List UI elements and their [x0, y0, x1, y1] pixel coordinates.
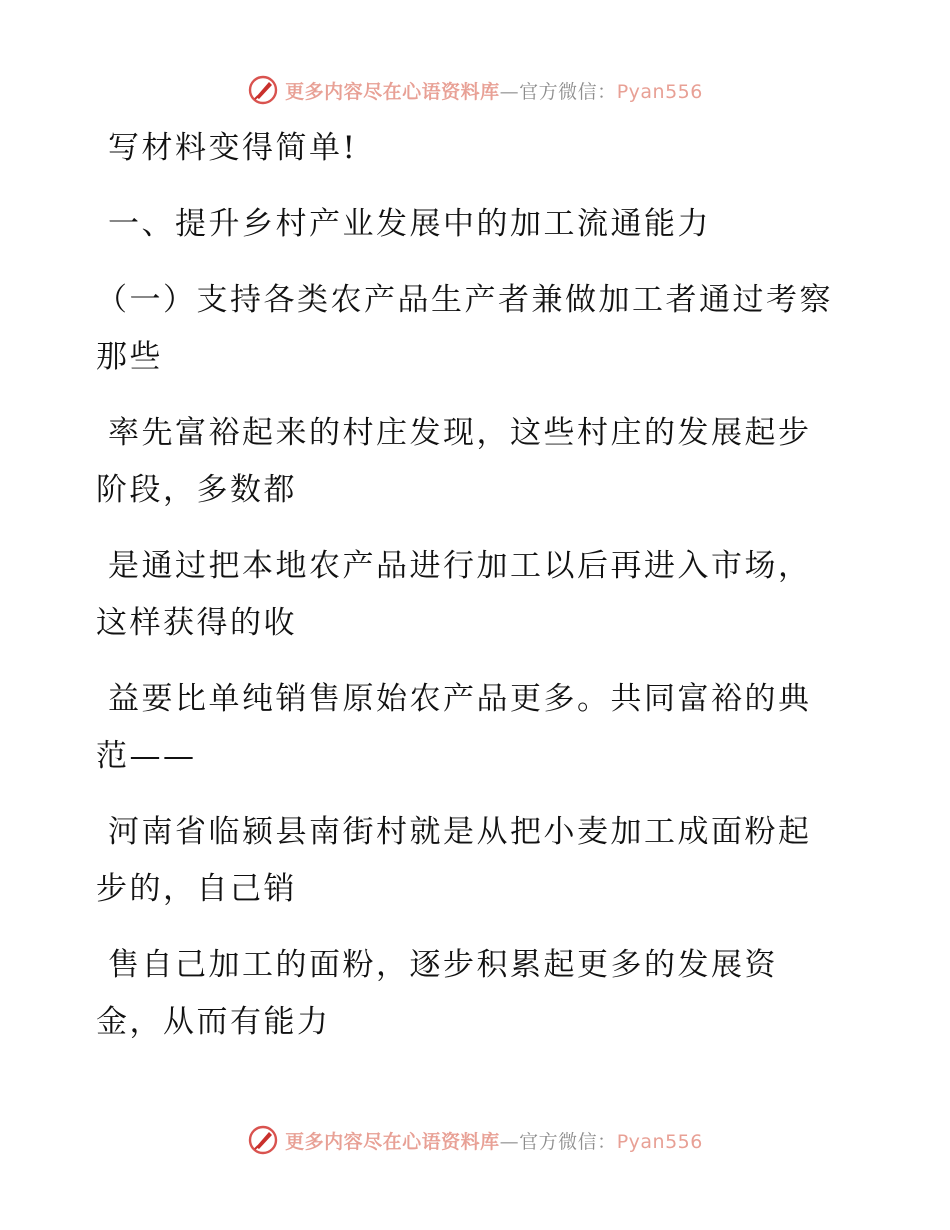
banner-dash: — — [499, 1130, 520, 1153]
section-heading: 一、提升乡村产业发展中的加工流通能力 — [108, 206, 711, 242]
paragraph: 售自己加工的面粉，逐步积累起更多的发展资金，从而有能力 — [96, 947, 778, 1040]
banner-site-name: 更多内容尽在心语资料库 — [285, 1130, 500, 1153]
paragraph: 河南省临颍县南街村就是从把小麦加工成面粉起步的，自己销 — [96, 814, 812, 907]
paragraph: 率先富裕起来的村庄发现，这些村庄的发展起步阶段，多数都 — [96, 415, 812, 508]
paragraph: 是通过把本地农产品进行加工以后再进入市场，这样获得的收 — [96, 548, 812, 641]
footer-banner — [0, 1120, 950, 1160]
paragraph: 写材料变得简单! — [108, 130, 358, 166]
banner-wechat-id: Pyan556 — [616, 80, 703, 103]
quill-pen-logo-icon — [247, 74, 279, 106]
header-banner-text — [285, 77, 703, 104]
banner-wechat-label: 官方微信： — [519, 80, 617, 103]
document-body — [96, 120, 836, 1070]
banner-site-name: 更多内容尽在心语资料库 — [285, 80, 500, 103]
quill-pen-logo-icon — [247, 1124, 279, 1156]
header-banner — [0, 70, 950, 110]
banner-dash: — — [499, 80, 520, 103]
paragraph: 益要比单纯销售原始农产品更多。共同富裕的典范—— — [96, 681, 812, 774]
footer-banner-text — [285, 1127, 703, 1154]
subsection-heading: （一）支持各类农产品生产者兼做加工者通过考察那些 — [96, 282, 833, 375]
banner-wechat-id: Pyan556 — [616, 1130, 703, 1153]
banner-wechat-label: 官方微信： — [519, 1130, 617, 1153]
